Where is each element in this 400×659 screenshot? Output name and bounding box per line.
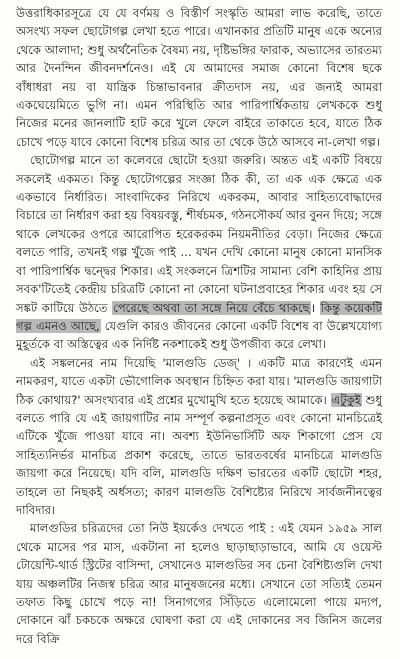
text-run: এই সঙ্কলনের নাম দিয়েছি 'মালগুডি ডেজ্' । একটি মাত্র কারণেই এমন নামকরণ, যাতে একটা ভৌগোলিক অবস্থান চিহ্নিত করা যায়। 'মালগুডি জায়গাটা ঠিক কোথায়?' অসংখ্যবার এই প্রশ্নের মুখোমুখি হতে হয়েছে আমাকে। <box>16 355 382 407</box>
paragraph <box>16 519 382 648</box>
text-run: ছোটোগল্প মানে তা কলেবরে ছোটো হওয়া জরুরি। অন্তত এই একটি বিষয়ে সকলেই একমত। কিন্তু ছোটোগল্পের সংজ্ঞা ঠিক কী, তা এক এক ক্ষেত্রে এক একভাবে নির্ধারিত। সাংবাদিকের নিরিখে একরকম, আবার সাহিত্যবোদ্ধাদের বিচারে তা নির্ধারণ করা হয় বিষয়বস্তু, শীর্ষচমক, গঠনসৌকর্য আর বুনন দিয়ে; সঙ্গে থাকে লেখকের ওপরে আরোপিত হরেকরকম নিয়মনীতির বেড়া। নিজের ক্ষেত্রে বলতে পারি, তখনই গল্প খুঁজে পাই ... যখন দেখি কোনো মানুষ কোনো মানসিক বা পারিপার্শ্বিক দ্বন্দ্বের শিকার। এই সংকলনে ত্রিশটির সামান্য বেশি কাহিনির প্রায় সবক'টিতেই কেন্দ্রীয় চরিত্রটি কোনো না কোনো ঘটনাপ্রবাহের শিকার এবং হয় সে সঙ্কট কাটিয়ে উঠতে <box>16 153 382 315</box>
text-run: । <box>310 300 320 315</box>
highlighted-text: পেরেছে অথবা তা সঙ্গে নিয়ে বেঁচে থাকছে <box>113 300 310 315</box>
paragraph <box>16 354 382 520</box>
text-run: মালগুডির চরিত্রদের তো নিউ ইয়র্কেও দেখতে পাই : এই যেমন ১৯৫৯ সাল থেকে মাসের পর মাস, একটানা না হলেও ছাড়াছাড়াভাবে, আমি যে ওয়েস্ট টোয়েন্টি-থার্ড স্ট্রিটের বাসিন্দা, সেখানেও মালগুডির সব চেনা বৈশিষ্ট্যগুলি দেখা যায় অঞ্চলটির নিজস্ব চরিত্র আর মানুষজনের মধ্যে। সেখানে তো সত্যিই তেমন তফাত কিছু চোখে পড়ে না! সিনাগগের সিঁড়িতে এলোমেলো পায়ে মদ্যপ, দোকানে ঝাঁ চকচকে অক্ষরে ঘোষণা করা যে এই দোকানের সব জিনিস জলের দরে বিক্রি <box>16 521 382 646</box>
body-text <box>16 4 382 648</box>
highlighted-text: এটুকুই <box>331 392 361 407</box>
highlighted-text: কিন্তু কয়েকটি গল্প এমনও আছে, <box>16 300 382 333</box>
paragraph <box>16 151 382 353</box>
text-run: যেগুলি কারও জীবনের কোনো একটি বিশেষ বা উল্লেখযোগ্য মুহূর্তকে বা অস্তিত্বের এক নির্দিষ্ট নকশাকেই শুধু উপজীব্য করে লেখা। <box>16 318 382 352</box>
paragraph <box>16 4 382 151</box>
text-run: শুধু বলতে পারি যে এই জায়গাটির নাম সম্পূর্ণ কল্পনাপ্রসূত এবং কোনো মানচিত্রেই এটিকে খুঁজে পাওয়া যাবে না। অবশ্য ইউনিভার্সিটি অফ শিকাগো প্রেস যে সাহিত্যনির্ভর মানচিত্র প্রকাশ করেছে, তাতে ভারতবর্ষের মানচিত্রে মালগুডি জায়গা করে নিয়েছে। যদি বলি, মালগুডি দক্ষিণ ভারতের একটি ছোটো শহর, তাহলে তা নিছকই অর্ধসত্য; কারণ মালগুডি বৈশিষ্ট্যের নিরিখে সার্বজনীনত্বের দাবিদার। <box>16 392 382 517</box>
text-run: উত্তরাধিকারসূত্রে যে যে বর্ণময় ও বিস্তীর্ণ সংস্কৃতি আমরা লাভ করেছি, তাতে অসংখ্য সফল ছোটোগল্প লেখা হতে পারে। এখানকার প্রতিটি মানুষ একে অন্যের থেকে আলাদা; শুধু অর্থনৈতিক বৈষম্য নয়, দৃষ্টিভঙ্গির ফারাক, অভ্যাসের তারতম্য আর দৈনন্দিন জীবনদর্শনেও। এই যে আমাদের সমাজ কোনো বিশেষ ছকে বাঁধাধরা নয় বা যান্ত্রিক চিন্তাভাবনার ক্রীতদাস নয়, এর জন্যই আমরা একঘেয়েমিতে ভুগি না। এমন পরিস্থিতি আর পারিপার্শ্বিকতায় লেখককে শুধু নিজের মনের জানলাটি হাট করে খুলে ফেলে বাইরে তাকাতে হবে, যাতে ঠিক চোখে পড়ে যাবে কোনো বিশেষ চরিত্র আর তা থেকে উঠে আসবে না-লেখা গল্প। <box>16 6 382 149</box>
